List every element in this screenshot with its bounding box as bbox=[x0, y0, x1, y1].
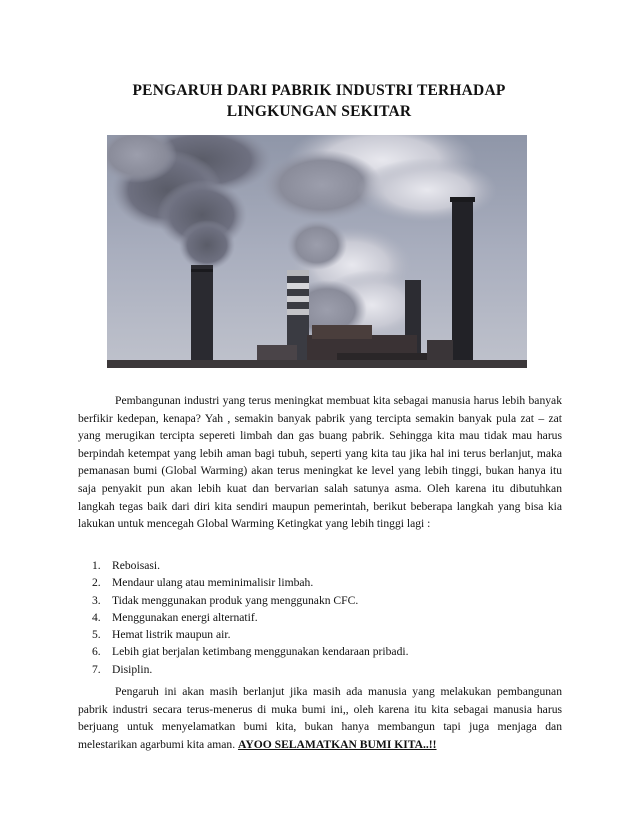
intro-paragraph: Pembangunan industri yang terus meningkat membuat kita sebagai manusia harus lebih banyak berfikir kedepan, kenapa? Yah , semakin banyak pabrik yang tercipta semakin banyak pula zat – zat yang merugikan tercipta sepereti limbah dan gas buang pabrik. Sehingga kita mau tidak mau harus berpindah ketempat yang lebih aman bagi tubuh, seperti yang kita tau jika hal ini terus berlanjut, maka pemanasan bumi (Global Warming) akan terus meningkat ke level yang lebih tinggi, bukan hanya itu saja penyakit pun akan lebih kuat dan bervarian salah satunya asma. Oleh karena itu dibutuhkan langkah tegas baik dari diri kita sendiri maupun pemerintah, berikut beberapa langkah yang bisa kia lakukan untuk mencegah Global Warming Ketingkat yang lebih tinggi lagi : bbox=[78, 394, 562, 531]
list-item: 6. Lebih giat berjalan ketimbang menggunakan kendaraan pribadi. bbox=[92, 645, 409, 659]
list-item: 3. Tidak menggunakan produk yang menggunakn CFC. bbox=[92, 593, 359, 607]
steps-list bbox=[92, 557, 409, 678]
list-item: 4. Menggunakan energi alternatif. bbox=[92, 610, 258, 624]
closing-paragraph-text: Pengaruh ini akan masih berlanjut jika masih ada manusia yang melakukan pembangunan pabrik industri secara terus-menerus di muka bumi ini,, oleh karena itu kita sebagai manusia harus berjuang untuk menyelamatkan bumi kita, bukan hanya membangun tapi juga menjaga dan melestarikan agarbumi kita aman. bbox=[78, 685, 562, 751]
page-title bbox=[70, 80, 568, 122]
list-item: 2. Mendaur ulang atau meminimalisir limbah. bbox=[92, 576, 314, 590]
title-line-1: PENGARUH DARI PABRIK INDUSTRI TERHADAP bbox=[132, 82, 506, 99]
list-item: 1. Reboisasi. bbox=[92, 559, 160, 572]
title-line-2: LINGKUNGAN SEKITAR bbox=[226, 103, 412, 120]
list-item: 5. Hemat listrik maupun air. bbox=[92, 628, 231, 642]
list-item: 7. Disiplin. bbox=[92, 662, 153, 676]
closing-paragraph bbox=[78, 683, 562, 753]
factory-smokestacks-photo bbox=[107, 135, 527, 368]
closing-slogan: AYOO SELAMATKAN BUMI KITA..!! bbox=[238, 737, 437, 751]
